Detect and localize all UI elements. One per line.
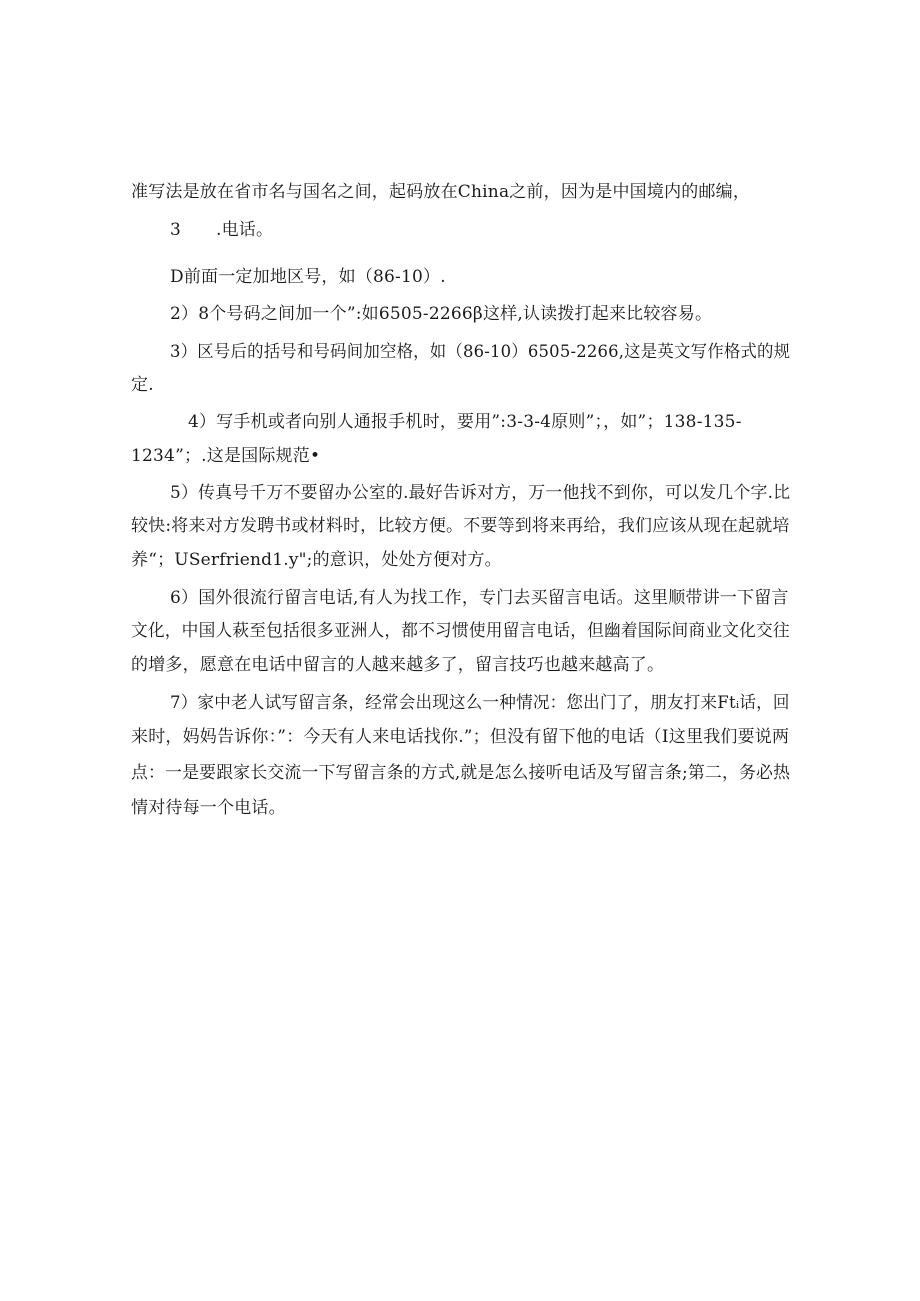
section-number: 3 <box>170 220 182 240</box>
list-item-5-line-3: 养“；USerfriend1.y";的意识，处处方便对方。 <box>131 550 502 570</box>
list-item-2: 2）8个号码之间加一个”:如6505-2266β这样,认读拨打起来比较容易。 <box>170 304 713 324</box>
list-item-4-line-2: 1234”；.这是国际规范• <box>131 446 321 466</box>
list-item-7-line-1: 7）家中老人试写留言条，经常会出现这么一种情况：您出门了，朋友打来Ftᵢ话，回 <box>170 693 790 713</box>
list-item-6-line-3: 的增多，愿意在电话中留言的人越来越多了，留言技巧也越来越高了。 <box>131 655 665 675</box>
list-item-5-line-2: 较快:将来对方发聘书或材料时，比较方便。不要等到将来再给，我们应该从现在起就培 <box>131 516 790 536</box>
list-item-7-line-4: 情对待每一个电话。 <box>131 798 286 818</box>
list-item-5-line-1: 5）传真号千万不要留办公室的.最好告诉对方，万一他找不到你，可以发几个字.比 <box>170 483 791 503</box>
list-item-3-line-1: 3）区号后的括号和号码间加空格，如（86-10）6505-2266,这是英文写作格式的规 <box>170 342 791 362</box>
list-item-3-line-2: 定. <box>131 375 154 395</box>
list-item-7-line-3: 点：一是要跟家长交流一下写留言条的方式,就是怎么接听电话及写留言条;第二，务必热 <box>131 763 791 783</box>
list-item-6-line-1: 6）国外很流行留言电话,有人为找工作，专门去买留言电话。这里顺带讲一下留言 <box>170 588 789 608</box>
list-item-6-line-2: 文化，中国人萩至包括很多亚洲人，都不习惯使用留言电话，但幽着国际间商业文化交往 <box>131 621 790 641</box>
section-heading-phone: .电话。 <box>216 220 274 240</box>
paragraph-postcode-tail: 准写法是放在省市名与国名之间，起码放在China之前，因为是中国境内的邮编， <box>131 182 751 202</box>
list-item-1: D前面一定加地区号，如（86-10）. <box>170 267 446 287</box>
list-item-4-line-1: 4）写手机或者向别人通报手机时，要用”:3-3-4原则”；，如”；138-135- <box>188 412 742 432</box>
list-item-7-line-2: 来时，妈妈告诉你：”：今天有人来电话找你.”；但没有留下他的电话（I这里我们要说两 <box>131 727 790 747</box>
